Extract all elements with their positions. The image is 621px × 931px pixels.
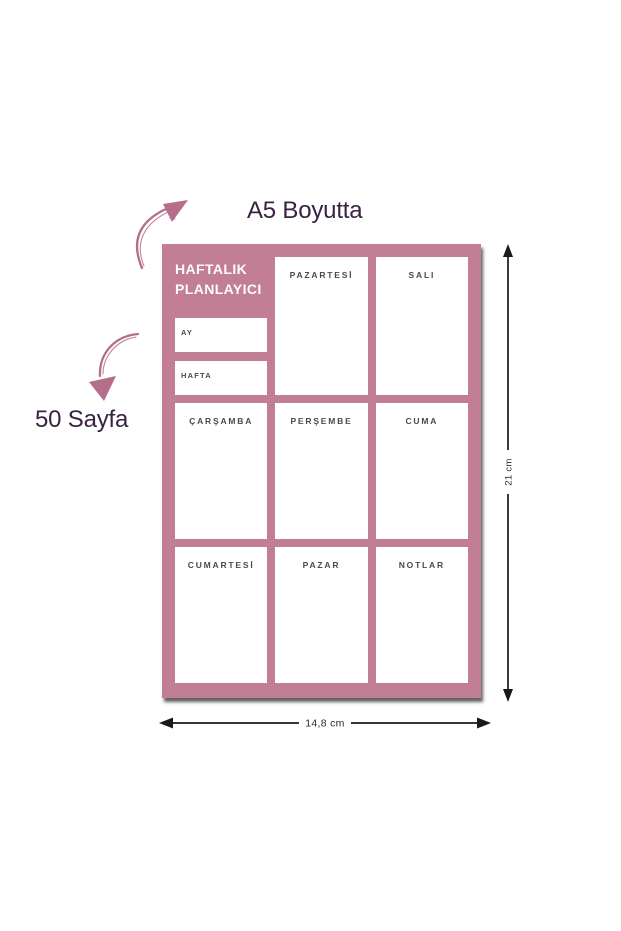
- week-label: HAFTA: [181, 371, 212, 380]
- planner-page: [162, 244, 481, 698]
- day-box-notlar: [376, 547, 468, 683]
- day-label: PAZARTESİ: [289, 270, 354, 280]
- day-box-persembe: [275, 403, 367, 539]
- size-annotation: A5 Boyutta: [247, 197, 363, 224]
- width-dimension-arrow-icon: [158, 712, 492, 734]
- day-label: PAZAR: [302, 560, 341, 570]
- height-dimension-arrow-icon: [497, 243, 519, 703]
- day-label: PERŞEMBE: [290, 416, 353, 426]
- day-label: CUMARTESİ: [187, 560, 255, 570]
- day-label: ÇARŞAMBA: [189, 416, 254, 426]
- height-dimension-label: 21 cm: [503, 458, 515, 486]
- month-label: AY: [181, 328, 194, 337]
- day-box-cuma: [376, 403, 468, 539]
- day-label: SALI: [408, 270, 436, 280]
- day-box-pazar: [275, 547, 367, 683]
- day-box-sali: [376, 257, 468, 395]
- planner-header: [175, 257, 267, 395]
- pages-annotation: 50 Sayfa: [35, 406, 129, 433]
- month-field: [175, 318, 267, 352]
- planner-title: HAFTALIK PLANLAYICI: [175, 261, 262, 298]
- hand-drawn-arrow-down-icon: [84, 328, 148, 406]
- day-box-cumartesi: [175, 547, 267, 683]
- day-label: NOTLAR: [398, 560, 445, 570]
- day-box-carsamba: [175, 403, 267, 539]
- week-field: [175, 361, 267, 395]
- day-label: CUMA: [405, 416, 439, 426]
- width-dimension-label: 14,8 cm: [305, 717, 345, 730]
- day-box-pazartesi: [275, 257, 367, 395]
